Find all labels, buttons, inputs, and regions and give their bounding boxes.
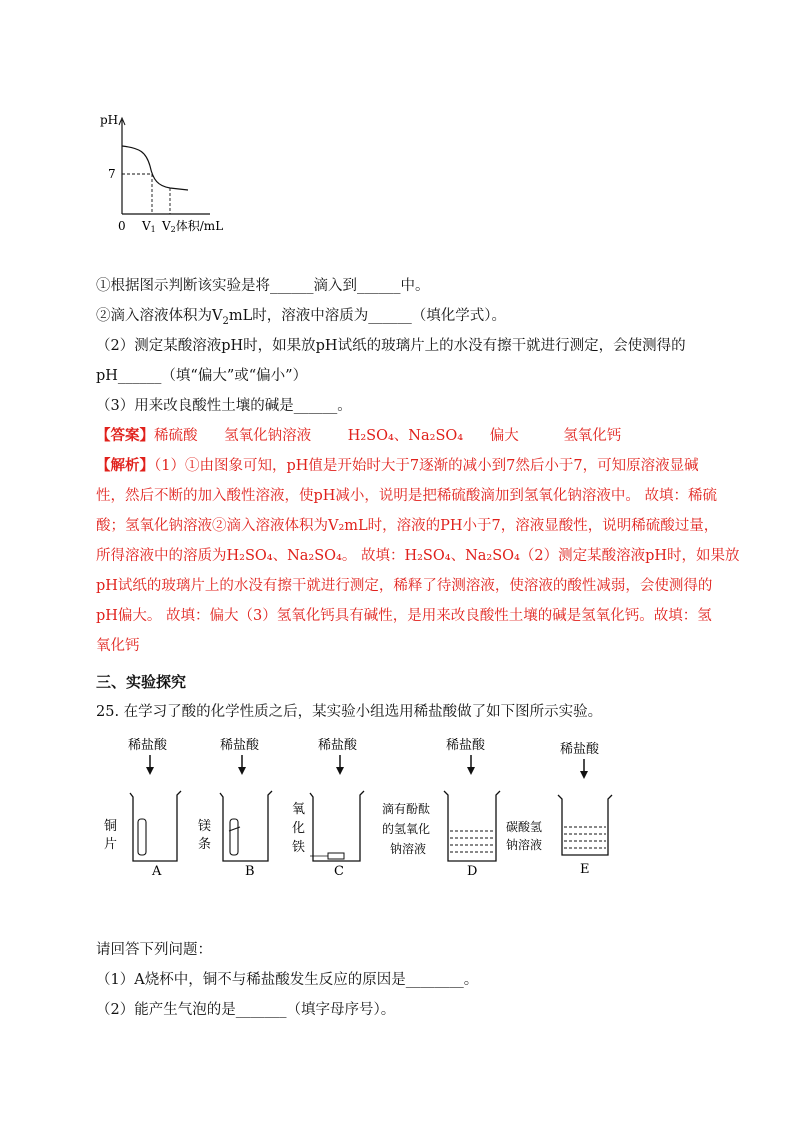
y-tick-7: 7 — [108, 167, 116, 181]
beaker-c-label: C — [334, 864, 344, 879]
beaker-c-reagent-3: 铁 — [292, 840, 306, 855]
question-1-2 — [96, 306, 506, 332]
beaker-c — [292, 737, 364, 879]
beaker-a-label: A — [152, 864, 162, 879]
beaker-d — [382, 737, 500, 879]
beaker-d-reagent-1: 滴有酚酞 — [382, 802, 431, 816]
beaker-b-acid: 稀盐酸 — [220, 738, 260, 753]
question-1-2-sub: 2 — [222, 315, 229, 327]
analysis-text-1: （1）①由图象可知，pH值是开始时大于7逐渐的减小到7然后小于7，可知原溶液显碱 — [154, 458, 699, 474]
x-tick-v2: V — [162, 219, 171, 233]
question-25-1: （1）A烧杯中，铜不与稀盐酸发生反应的原因是________。 — [96, 972, 479, 988]
question-2-a: （2）测定某酸溶液pH时，如果放pH试纸的玻璃片上的水没有擦干就进行测定，会使测得的 — [96, 338, 686, 354]
question-1-2-b: mL时，溶液中溶质为______（填化学式）。 — [228, 308, 506, 324]
ph-curve — [122, 146, 188, 190]
beaker-b-label: B — [245, 864, 255, 879]
x-origin: 0 — [118, 219, 126, 233]
beaker-d-acid: 稀盐酸 — [446, 738, 486, 753]
beaker-c-reagent-1: 氧 — [292, 802, 306, 817]
analysis-label: 【解析】 — [96, 457, 154, 474]
svg-text:V2体积/mL — [161, 218, 223, 233]
beaker-b-reagent-1: 镁 — [198, 819, 212, 834]
beaker-e — [506, 741, 612, 877]
question-2-b: pH______（填“偏大”或“偏小”） — [96, 368, 308, 384]
beaker-b-reagent-2: 条 — [198, 837, 212, 852]
beaker-d-reagent-3: 钠溶液 — [390, 842, 427, 856]
prompt: 请回答下列问题： — [96, 942, 212, 958]
answer-3: H₂SO₄、Na₂SO₄ — [347, 428, 464, 444]
question-25-2: （2）能产生气泡的是_______（填字母序号）。 — [96, 1002, 396, 1018]
beaker-e-label: E — [580, 862, 590, 877]
analysis-line-1 — [96, 456, 699, 476]
question-1-2-a: ②滴入溶液体积为V — [96, 308, 223, 324]
analysis-line-5: pH试纸的玻璃片上的水没有擦干就进行测定，稀释了待测溶液，使溶液的酸性减弱，会使测得的 — [96, 578, 713, 594]
apparatus-figure — [100, 735, 620, 880]
answer-1: 稀硫酸 — [154, 428, 198, 444]
section-heading: 三、实验探究 — [96, 673, 187, 691]
answer-5: 氢氧化钙 — [563, 428, 622, 444]
beaker-a — [104, 737, 181, 879]
svg-text:V1 — [141, 219, 156, 233]
answer-4: 偏大 — [489, 428, 519, 444]
beaker-c-acid: 稀盐酸 — [318, 738, 358, 753]
x-axis-label: 体积/mL — [175, 219, 224, 233]
beaker-d-reagent-2: 的氢氧化 — [382, 822, 431, 836]
beaker-e-reagent-1: 碳酸氢 — [506, 820, 543, 834]
beaker-c-reagent-2: 化 — [292, 821, 306, 836]
analysis-line-7: 氧化钙 — [96, 638, 140, 654]
beaker-e-reagent-2: 钠溶液 — [506, 838, 543, 852]
question-3: （3）用来改良酸性土壤的碱是______。 — [96, 398, 352, 414]
beaker-b — [198, 737, 272, 879]
question-1-1: ①根据图示判断该实验是将______滴入到______中。 — [96, 278, 430, 294]
analysis-line-2: 性，然后不断的加入酸性溶液，使pH减小，说明是把稀硫酸滴加到氢氧化钠溶液中。 故填：稀硫 — [96, 488, 718, 504]
analysis-line-4: 所得溶液中的溶质为H₂SO₄、Na₂SO₄。 故填：H₂SO₄、Na₂SO₄（2）测定某酸溶液pH时，如果放 — [96, 548, 740, 564]
answer-label: 【答案】 — [96, 427, 154, 444]
y-axis-label: pH — [100, 113, 119, 127]
ph-graph — [100, 108, 240, 233]
analysis-line-3: 酸；氢氧化钠溶液②滴入溶液体积为V₂mL时，溶液的PH小于7，溶液显酸性，说明稀硫酸过量， — [96, 518, 719, 534]
beaker-e-acid: 稀盐酸 — [560, 742, 600, 757]
answer-2: 氢氧化钠溶液 — [224, 428, 312, 444]
analysis-line-6: pH偏大。 故填：偏大（3）氢氧化钙具有碱性，是用来改良酸性土壤的碱是氢氧化钙。故填：氢 — [96, 608, 712, 624]
question-25: 25. 在学习了酸的化学性质之后，某实验小组选用稀盐酸做了如下图所示实验。 — [96, 704, 603, 720]
x-tick-v1: V — [142, 219, 151, 233]
beaker-a-acid: 稀盐酸 — [128, 738, 168, 753]
beaker-d-label: D — [467, 864, 478, 879]
beaker-a-reagent-2: 片 — [104, 837, 118, 852]
answer-line — [96, 426, 621, 446]
beaker-a-reagent-1: 铜 — [104, 819, 118, 834]
x-tick-v1-sub: 1 — [150, 225, 156, 233]
x-tick-v2-sub: 2 — [170, 225, 176, 233]
